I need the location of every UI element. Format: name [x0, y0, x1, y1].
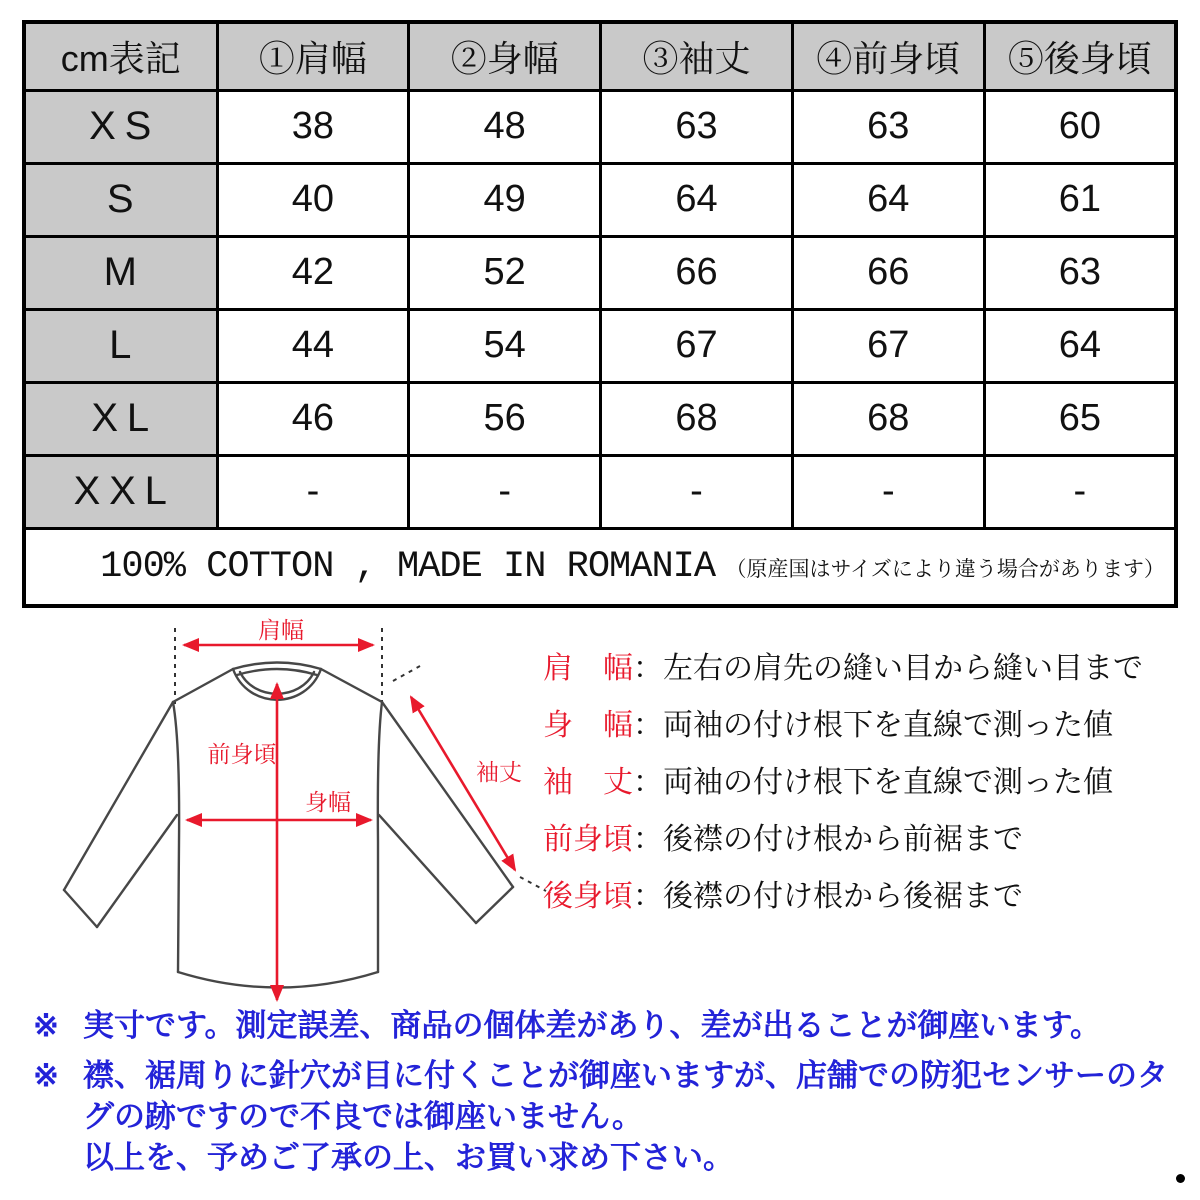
table-row-m	[24, 236, 1176, 309]
size-label: M	[24, 236, 217, 309]
value-cell: 66	[792, 236, 984, 309]
value-cell: -	[409, 455, 601, 528]
reference-mark: ※	[33, 1058, 59, 1093]
value-cell: 56	[409, 382, 601, 455]
definition-front-length	[543, 811, 1188, 868]
table-row-xxl	[24, 455, 1176, 528]
table-footer-row	[24, 528, 1176, 606]
definition-term: 後身頃	[543, 880, 633, 913]
value-cell: 66	[601, 236, 793, 309]
value-cell: 38	[217, 90, 409, 163]
definition-text: ：後襟の付け根から前裾まで	[633, 823, 1023, 856]
value-cell: 46	[217, 382, 409, 455]
definition-text: ：左右の肩先の縫い目から縫い目まで	[633, 652, 1143, 685]
material-origin-text: 100% COTTON , MADE IN ROMANIA	[100, 545, 716, 588]
definition-term: 前身頃	[543, 823, 633, 856]
header-cell-sleeve: ③袖丈	[601, 22, 793, 90]
value-cell: 64	[792, 163, 984, 236]
shoulder-width-label: 肩幅	[258, 617, 304, 643]
value-cell: 64	[984, 309, 1176, 382]
table-row-xs	[24, 90, 1176, 163]
table-header-row	[24, 22, 1176, 90]
value-cell: 67	[792, 309, 984, 382]
definition-shoulder	[543, 640, 1188, 697]
value-cell: 48	[409, 90, 601, 163]
header-cell-shoulder: ①肩幅	[217, 22, 409, 90]
value-cell: 63	[984, 236, 1176, 309]
value-cell: -	[984, 455, 1176, 528]
size-label: XL	[24, 382, 217, 455]
value-cell: -	[601, 455, 793, 528]
value-cell: 54	[409, 309, 601, 382]
value-cell: 44	[217, 309, 409, 382]
definition-text: ：両袖の付け根下を直線で測った値	[633, 709, 1113, 742]
value-cell: 60	[984, 90, 1176, 163]
body-width-label: 身幅	[305, 789, 351, 815]
note-text: 襟、裾周りに針穴が目に付くことが御座いますが、店舗での防犯センサーのタ	[83, 1058, 1168, 1093]
note-text: 以上を、予めご了承の上、お買い求め下さい。	[83, 1140, 734, 1175]
table-row-l	[24, 309, 1176, 382]
shirt-outline	[64, 663, 513, 988]
header-cell-back-length: ⑤後身頃	[984, 22, 1176, 90]
size-chart-table	[22, 20, 1178, 608]
table-row-xl	[24, 382, 1176, 455]
size-label: XS	[24, 90, 217, 163]
origin-disclaimer-text: （原産国はサイズにより違う場合があります）	[725, 557, 1165, 581]
reference-mark: ※	[33, 1008, 59, 1043]
header-cell-front-length: ④前身頃	[792, 22, 984, 90]
corner-dot	[1176, 1174, 1185, 1183]
front-length-label: 前身頃	[207, 741, 277, 767]
value-cell: 42	[217, 236, 409, 309]
definition-back-length	[543, 868, 1188, 925]
measurement-definitions	[543, 640, 1188, 925]
definition-text: ：両袖の付け根下を直線で測った値	[633, 766, 1113, 799]
note-line	[33, 1055, 1188, 1096]
size-label: S	[24, 163, 217, 236]
measurement-arrows	[184, 645, 515, 1000]
definition-text: ：後襟の付け根から後裾まで	[633, 880, 1023, 913]
value-cell: 64	[601, 163, 793, 236]
value-cell: 67	[601, 309, 793, 382]
sleeve-length-label: 袖丈	[476, 759, 522, 785]
note-line	[33, 1137, 1188, 1178]
value-cell: 52	[409, 236, 601, 309]
definition-term: 肩 幅	[543, 652, 633, 685]
note-text: グの跡ですので不良では御座いません。	[83, 1099, 643, 1134]
value-cell: 63	[601, 90, 793, 163]
value-cell: 68	[792, 382, 984, 455]
note-line	[33, 1005, 1188, 1046]
shirt-measurement-diagram	[20, 612, 580, 1012]
definition-sleeve	[543, 754, 1188, 811]
value-cell: 68	[601, 382, 793, 455]
definition-body-width	[543, 697, 1188, 754]
definition-term: 袖 丈	[543, 766, 633, 799]
table-row-s	[24, 163, 1176, 236]
header-cell-body-width: ②身幅	[409, 22, 601, 90]
value-cell: -	[792, 455, 984, 528]
header-cell-unit: cm表記	[24, 22, 217, 90]
size-label: XXL	[24, 455, 217, 528]
material-origin-cell	[24, 528, 1176, 606]
definition-term: 身 幅	[543, 709, 633, 742]
value-cell: 40	[217, 163, 409, 236]
value-cell: 65	[984, 382, 1176, 455]
note-line	[33, 1096, 1188, 1137]
value-cell: 49	[409, 163, 601, 236]
value-cell: -	[217, 455, 409, 528]
note-text: 実寸です。測定誤差、商品の個体差があり、差が出ることが御座います。	[83, 1008, 1102, 1043]
value-cell: 61	[984, 163, 1176, 236]
value-cell: 63	[792, 90, 984, 163]
disclaimer-notes	[33, 1005, 1188, 1178]
size-label: L	[24, 309, 217, 382]
